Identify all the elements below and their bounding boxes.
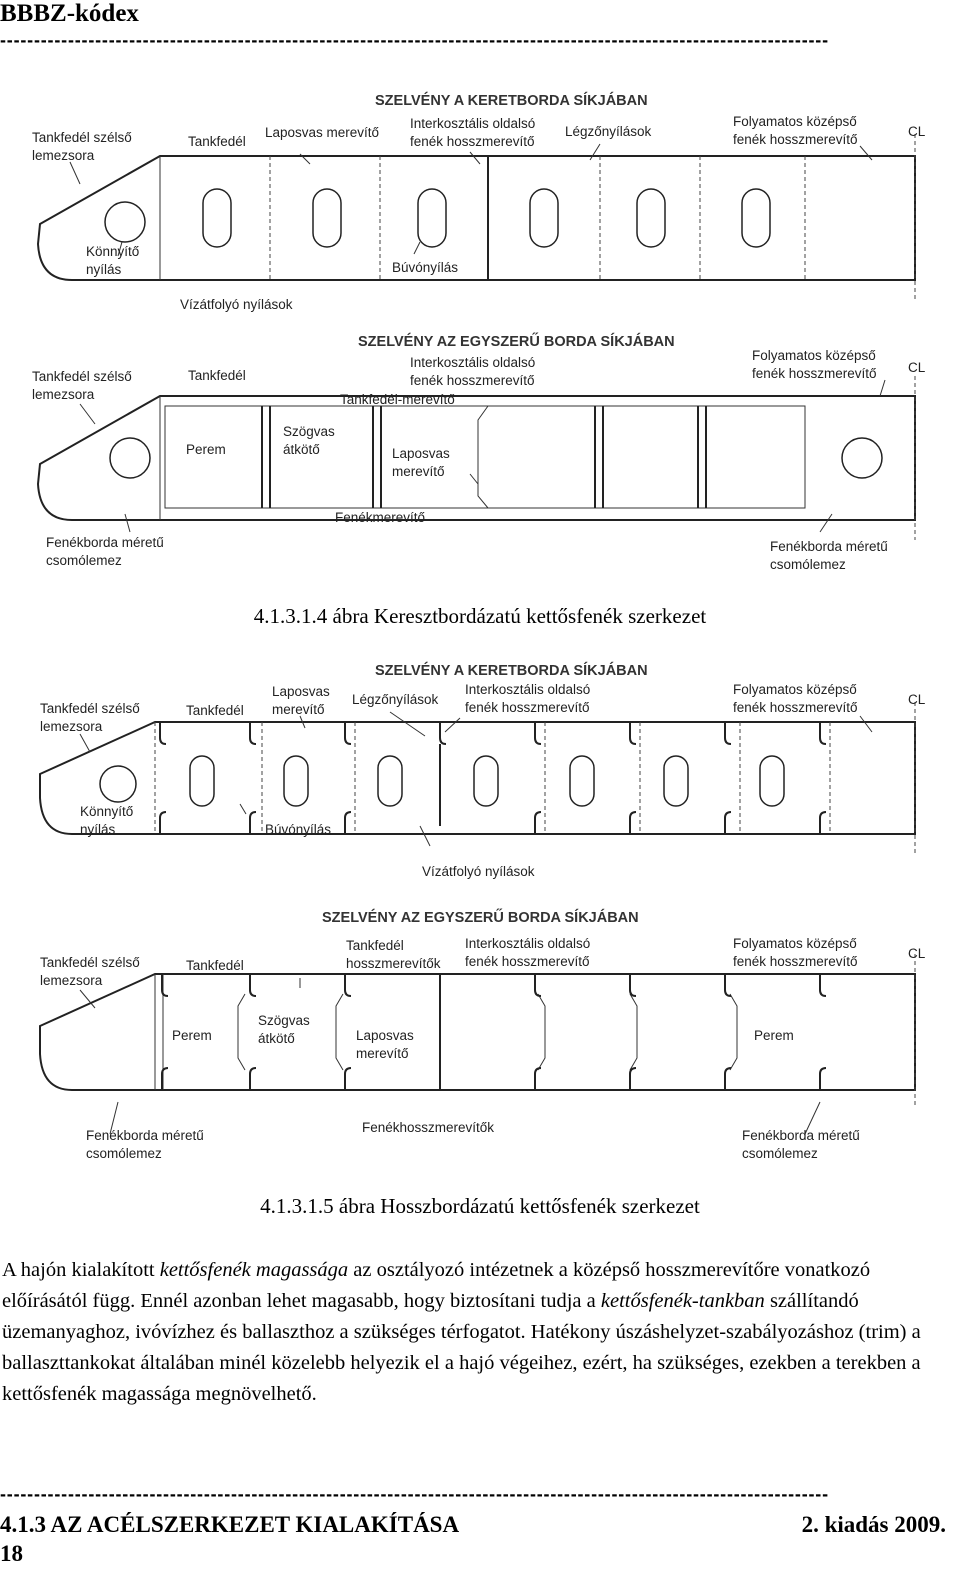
fig2-label-folyamatos-1: Folyamatos középső	[733, 682, 857, 697]
fig2-label-tankfedel: Tankfedél	[186, 703, 244, 718]
fig2-label-legzo: Légzőnyílások	[352, 692, 439, 707]
fig1-label-legzo: Légzőnyílások	[565, 124, 652, 139]
figure-1-drawing	[0, 84, 960, 584]
body-text-1: A hajón kialakított	[2, 1259, 160, 1281]
fig2-bottom-brackets	[238, 994, 737, 1070]
fig1-label-konnyito-2: nyílás	[86, 262, 122, 277]
fig1-b-label-fenekborda-left-1: Fenékborda méretű	[46, 535, 164, 550]
fig2-top-deck-longitudinals	[160, 722, 826, 744]
fig2-b-label-fenekborda-left-1: Fenékborda méretű	[86, 1128, 204, 1143]
fig2-manhole	[474, 756, 498, 806]
fig2-label-interkosztalis-2: fenék hosszmerevítő	[465, 700, 590, 715]
fig2-b-label-tankfedel: Tankfedél	[186, 958, 244, 973]
fig2-label-folyamatos-2: fenék hosszmerevítő	[733, 700, 858, 715]
fig2-label-interkosztalis-1: Interkosztális oldalsó	[465, 682, 591, 697]
fig2-manhole	[190, 756, 214, 806]
fig2-b-label-fenekhossz: Fenékhosszmerevítők	[362, 1120, 495, 1135]
footer-dashed-rule: --------------------------------------------------------------------------------------------------------------------------	[0, 1484, 829, 1504]
fig2-top-title: SZELVÉNY A KERETBORDA SÍKJÁBAN	[375, 663, 648, 679]
fig2-label-konnyito-2: nyílás	[80, 822, 116, 837]
fig1-bottom-hull-outline	[38, 396, 915, 520]
figure-2-drawing	[0, 656, 960, 1166]
fig1-label-folyamatos-2: fenék hosszmerevítő	[733, 132, 858, 147]
figure-2-caption: 4.1.3.1.5 ábra Hosszbordázatú kettősfenék szerkezet	[260, 1194, 700, 1218]
fig1-top-hull-outline	[38, 156, 915, 280]
fig2-b-label-fenekborda-right-2: csomólemez	[742, 1146, 818, 1161]
fig1-label-laposvas: Laposvas merevítő	[265, 125, 380, 140]
fig2-b-label-tankfedel-hossz-2: hosszmerevítők	[346, 956, 441, 971]
page-number: 18	[0, 1541, 23, 1566]
fig1-b-label-interkosztalis-1: Interkosztális oldalsó	[410, 355, 536, 370]
fig1-b-label-szogvas-1: Szögvas	[283, 424, 335, 439]
fig1-b-label-laposvas-2: merevítő	[392, 464, 445, 479]
fig1-bottom-stiffeners	[262, 406, 706, 508]
fig1-bottom-lightening-hole	[842, 438, 882, 478]
fig2-manhole	[570, 756, 594, 806]
fig1-label-vizatfolyo: Vízátfolyó nyílások	[180, 297, 293, 312]
fig2-manhole	[284, 756, 308, 806]
fig2-b-label-tankfedel-szelso-1: Tankfedél szélső	[40, 955, 140, 970]
fig2-b-label-perem-right: Perem	[754, 1028, 794, 1043]
fig2-manhole	[664, 756, 688, 806]
fig2-b-label-laposvas-1: Laposvas	[356, 1028, 414, 1043]
fig2-bottom-title: SZELVÉNY AZ EGYSZERŰ BORDA SÍKJÁBAN	[322, 910, 639, 926]
fig1-b-label-tankfedel-szelso-1: Tankfedél szélső	[32, 369, 132, 384]
fig2-label-laposvas-2: merevítő	[272, 702, 325, 717]
fig1-manhole	[418, 189, 446, 247]
fig2-b-label-laposvas-2: merevítő	[356, 1046, 409, 1061]
fig1-label-konnyito-1: Könnyítő	[86, 244, 140, 259]
fig1-b-label-folyamatos-2: fenék hosszmerevítő	[752, 366, 877, 381]
fig1-label-cl: CL	[908, 124, 926, 139]
fig2-lightening-hole	[100, 766, 136, 802]
document-header-title: BBBZ-kódex	[0, 0, 139, 27]
fig1-manhole	[742, 189, 770, 247]
fig2-label-cl: CL	[908, 692, 926, 707]
fig1-b-label-fenekborda-right-1: Fenékborda méretű	[770, 539, 888, 554]
fig2-bottom-leaders	[80, 978, 820, 1134]
fig1-label-interkosztalis-2: fenék hosszmerevítő	[410, 134, 535, 149]
fig1-manhole	[530, 189, 558, 247]
fig2-b-label-fenekborda-right-1: Fenékborda méretű	[742, 1128, 860, 1143]
fig1-label-interkosztalis-1: Interkosztális oldalsó	[410, 116, 536, 131]
fig2-label-tankfedel-szelso-1: Tankfedél szélső	[40, 701, 140, 716]
fig2-b-label-tankfedel-hossz-1: Tankfedél	[346, 938, 404, 953]
fig1-lightening-hole	[105, 202, 145, 242]
fig2-manhole	[378, 756, 402, 806]
fig2-b-label-fenekborda-left-2: csomólemez	[86, 1146, 162, 1161]
fig1-b-label-fenekmerevito: Fenékmerevítő	[335, 510, 426, 525]
figure-longitudinal-framed-double-bottom	[0, 656, 960, 1166]
fig2-top-bottom-longitudinals	[160, 812, 826, 834]
fig2-b-label-szogvas-1: Szögvas	[258, 1013, 310, 1028]
fig1-b-label-fenekborda-left-2: csomólemez	[46, 553, 122, 568]
fig2-bottom-bottom-longitudinals	[162, 1068, 826, 1090]
fig1-b-label-cl: CL	[908, 360, 926, 375]
fig1-bottom-flat-bar	[478, 406, 488, 508]
fig2-b-label-folyamatos-1: Folyamatos középső	[733, 936, 857, 951]
footer-edition: 2. kiadás 2009.	[801, 1512, 946, 1537]
fig1-b-label-perem: Perem	[186, 442, 226, 457]
fig2-label-buvo: Búvónyílás	[265, 822, 332, 837]
fig2-label-vizatfolyo: Vízátfolyó nyílások	[422, 864, 535, 879]
footer-section-title: 4.1.3 AZ ACÉLSZERKEZET KIALAKÍTÁSA	[0, 1512, 460, 1537]
fig1-label-tankfedel: Tankfedél	[188, 134, 246, 149]
fig1-b-label-tankfedel-szelso-2: lemezsora	[32, 387, 95, 402]
body-text-2: az osztályozó intézetnek a középső hosszmerevítőre vonatkozó előírásától függ. Ennél azonban lehet magasabb, hogy biztosítani tudja a	[2, 1259, 871, 1312]
fig2-label-laposvas-1: Laposvas	[272, 684, 330, 699]
header-dashed-rule: --------------------------------------------------------------------------------------------------------------------------	[0, 30, 829, 50]
fig1-manhole	[637, 189, 665, 247]
body-emphasis-double-bottom-tank: kettősfenék-tankban	[600, 1290, 765, 1312]
fig2-manhole	[760, 756, 784, 806]
body-emphasis-double-bottom-height: kettősfenék magassága	[159, 1259, 349, 1281]
fig1-b-label-tankfedel: Tankfedél	[188, 368, 246, 383]
fig1-label-tankfedel-szelso-2: lemezsora	[32, 148, 95, 163]
body-text-3: szállítandó üzemanyaghoz, ivóvízhez és ballaszthoz a szükséges térfogatot. Hatékony úszáshelyzet-szabályozáshoz (trim) a ballaszttankokat általában minél közelebb helyezik el a hajó végeihez, ezért, ha szükséges, ezekben a terekben a kettősfenék magassága megnövelhető.	[2, 1290, 921, 1405]
fig1-b-label-interkosztalis-2: fenék hosszmerevítő	[410, 373, 535, 388]
figure-1-caption: 4.1.3.1.4 ábra Keresztbordázatú kettősfenék szerkezet	[253, 604, 707, 628]
fig1-b-label-fenekborda-right-2: csomólemez	[770, 557, 846, 572]
fig2-b-label-szogvas-2: átkötő	[258, 1031, 295, 1046]
fig1-b-label-folyamatos-1: Folyamatos középső	[752, 348, 876, 363]
fig1-manhole	[313, 189, 341, 247]
fig2-b-label-tankfedel-szelso-2: lemezsora	[40, 973, 103, 988]
fig1-b-label-laposvas-1: Laposvas	[392, 446, 450, 461]
fig1-bottom-title: SZELVÉNY AZ EGYSZERŰ BORDA SÍKJÁBAN	[358, 334, 675, 350]
fig2-label-tankfedel-szelso-2: lemezsora	[40, 719, 103, 734]
fig1-manhole	[203, 189, 231, 247]
fig2-label-konnyito-1: Könnyítő	[80, 804, 134, 819]
figure-cross-framed-double-bottom	[0, 84, 960, 584]
fig1-label-buvo: Búvónyílás	[392, 260, 459, 275]
fig2-b-label-folyamatos-2: fenék hosszmerevítő	[733, 954, 858, 969]
fig1-label-tankfedel-szelso-1: Tankfedél szélső	[32, 130, 132, 145]
fig1-b-label-szogvas-2: átkötő	[283, 442, 320, 457]
fig1-top-title: SZELVÉNY A KERETBORDA SÍKJÁBAN	[375, 93, 648, 109]
fig2-b-label-interkosztalis-2: fenék hosszmerevítő	[465, 954, 590, 969]
fig1-label-folyamatos-1: Folyamatos középső	[733, 114, 857, 129]
fig2-b-label-cl: CL	[908, 946, 926, 961]
fig2-b-label-interkosztalis-1: Interkosztális oldalsó	[465, 936, 591, 951]
fig2-b-label-perem-left: Perem	[172, 1028, 212, 1043]
body-paragraph	[2, 1255, 952, 1410]
fig1-b-label-tankfedel-merevito: Tankfedél-merevítő	[340, 392, 455, 407]
fig1-bottom-lightening-hole	[110, 438, 150, 478]
